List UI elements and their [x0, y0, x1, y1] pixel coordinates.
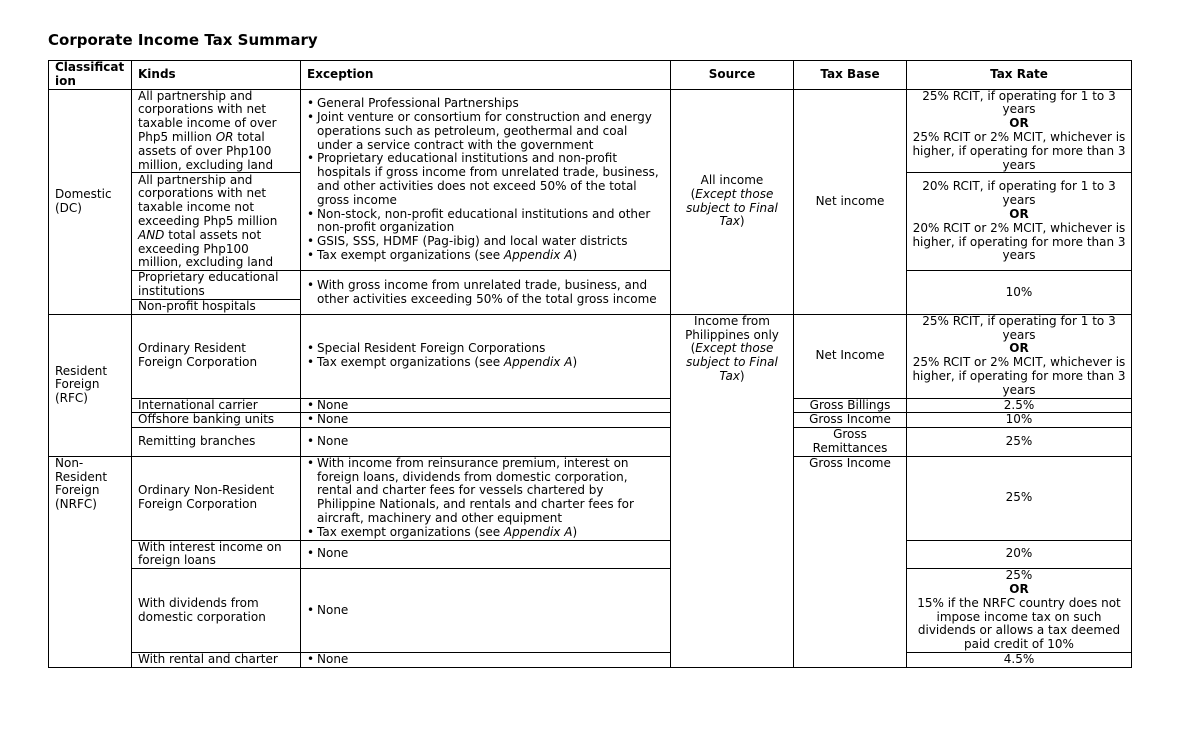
exception-list: [307, 435, 664, 449]
kinds-cell: Ordinary Non-Resident Foreign Corporation: [132, 456, 301, 540]
tax-rate-cell: 10%: [907, 413, 1132, 428]
kinds-text: All partnership and corporations with net taxable income of over Php5 million: [138, 89, 277, 144]
exception-cell: [301, 89, 671, 271]
page-title: Corporate Income Tax Summary: [48, 31, 318, 49]
rate-text: 25% RCIT or 2% MCIT, whichever is higher, if operating for more than 3 years: [912, 129, 1126, 172]
kinds-text: All partnership and corporations with net taxable income not exceeding Php5 million: [138, 172, 278, 228]
list-item: • None: [307, 547, 664, 561]
kinds-cell: Offshore banking units: [132, 413, 301, 428]
list-item: • Proprietary educational institutions and non-profit hospitals if gross income from unrelated trade, business, and other activities does not exceed 50% of the total gross income: [307, 152, 664, 207]
exception-cell: [301, 413, 671, 428]
rate-text: 25% RCIT, if operating for 1 to 3 years: [922, 89, 1116, 117]
appendix-reference: Appendix A: [503, 247, 573, 262]
source-paren: (: [690, 186, 696, 201]
kinds-cell: With interest income on foreign loans: [132, 540, 301, 569]
tax-rate-cell: 4.5%: [907, 652, 1132, 667]
kinds-cell: [132, 173, 301, 271]
list-item-text: Tax exempt organizations (see: [317, 247, 504, 262]
source-italic: Except those subject to Final Tax: [686, 186, 778, 229]
source-note: [675, 342, 789, 383]
exception-list: [307, 547, 664, 561]
list-item: • Non-stock, non-profit educational institutions and other non-profit organization: [307, 208, 664, 236]
list-item: [307, 526, 664, 540]
kinds-emphasis: AND: [138, 227, 165, 242]
tax-base-cell: Net Income: [794, 314, 907, 398]
rate-text: 20% RCIT, if operating for 1 to 3 years: [922, 179, 1116, 208]
exception-cell: [301, 569, 671, 653]
list-item: • None: [307, 604, 664, 618]
exception-cell: [301, 652, 671, 667]
list-item: • General Professional Partnerships: [307, 97, 664, 111]
header-tax-rate: Tax Rate: [907, 61, 1132, 90]
kinds-text: total assets not exceeding Php100 million, excluding land: [138, 227, 274, 270]
list-item-text: ): [572, 524, 578, 539]
rate-or: OR: [1009, 207, 1029, 222]
exception-list: [307, 457, 664, 540]
header-classification: Classificat ion: [49, 61, 132, 90]
exception-list: [307, 604, 664, 618]
exception-cell: [301, 398, 671, 413]
header-tax-base: Tax Base: [794, 61, 907, 90]
source-cell: [671, 314, 794, 667]
exception-cell: [301, 271, 671, 314]
tax-base-cell: Net income: [794, 89, 907, 314]
source-note: [675, 188, 789, 229]
table-row: [49, 456, 1132, 540]
source-text: All income: [700, 173, 764, 188]
kinds-emphasis: OR: [215, 129, 234, 144]
exception-list: [307, 97, 664, 263]
list-item: • None: [307, 399, 664, 413]
source-text: Income from Philippines only: [685, 314, 779, 342]
list-item: • Special Resident Foreign Corporations: [307, 342, 664, 356]
tax-base-cell: Gross Income: [794, 456, 907, 667]
kinds-cell: Ordinary Resident Foreign Corporation: [132, 314, 301, 398]
classification-resident-foreign: Resident Foreign (RFC): [49, 314, 132, 456]
source-paren: (: [690, 341, 696, 356]
tax-base-cell: Gross Income: [794, 413, 907, 428]
kinds-cell: Non-profit hospitals: [132, 299, 301, 314]
tax-rate-cell: 25%: [907, 428, 1132, 457]
kinds-cell: Proprietary educational institutions: [132, 271, 301, 300]
rate-text: 20% RCIT or 2% MCIT, whichever is higher, if operating for more than 3 years: [912, 220, 1126, 263]
source-paren: ): [739, 214, 745, 229]
table-row: [49, 652, 1132, 667]
header-kinds: Kinds: [132, 61, 301, 90]
exception-list: [307, 653, 664, 667]
exception-cell: [301, 314, 671, 398]
list-item: • None: [307, 435, 664, 449]
tax-base-cell: Gross Remittances: [794, 428, 907, 457]
rate-text: 25%: [1005, 568, 1033, 583]
tax-rate-cell: 10%: [907, 271, 1132, 314]
list-item-text: ): [572, 247, 578, 262]
classification-non-resident-foreign: Non-Resident Foreign (NRFC): [49, 456, 132, 667]
appendix-reference: Appendix A: [503, 355, 573, 370]
kinds-cell: With rental and charter: [132, 652, 301, 667]
table-row: [49, 89, 1132, 173]
list-item: [307, 249, 664, 263]
source-italic: Except those subject to Final Tax: [686, 341, 778, 383]
rate-text: 25% RCIT or 2% MCIT, whichever is higher, if operating for more than 3 years: [912, 355, 1126, 397]
list-item: • With income from reinsurance premium, interest on foreign loans, dividends from domestic corporation, rental and charter fees for vessels chartered by Philippine Nationals, and rentals and charter fees for aircraft, machinery and other equipment: [307, 457, 664, 526]
list-item: • Joint venture or consortium for construction and energy operations such as petroleum, geothermal and coal under a service contract with the government: [307, 111, 664, 152]
tax-summary-table: [48, 60, 1132, 668]
tax-rate-cell: 2.5%: [907, 398, 1132, 413]
exception-list: [307, 342, 664, 370]
tax-base-cell: Gross Billings: [794, 398, 907, 413]
rate-text: 15% if the NRFC country does not impose income tax on such dividends or allows a tax deemed paid credit of 10%: [917, 595, 1121, 652]
kinds-cell: Remitting branches: [132, 428, 301, 457]
header-row: [49, 61, 1132, 90]
rate-text: 25% RCIT, if operating for 1 to 3 years: [922, 314, 1116, 342]
kinds-cell: International carrier: [132, 398, 301, 413]
exception-list: [307, 413, 664, 427]
list-item: • GSIS, SSS, HDMF (Pag-ibig) and local water districts: [307, 235, 664, 249]
header-source: Source: [671, 61, 794, 90]
table-row: [49, 413, 1132, 428]
table-row: [49, 271, 1132, 300]
list-item: • None: [307, 413, 664, 427]
header-exception: Exception: [301, 61, 671, 90]
tax-rate-cell: [907, 569, 1132, 653]
list-item-text: Tax exempt organizations (see: [317, 524, 504, 539]
tax-rate-cell: 20%: [907, 540, 1132, 569]
appendix-reference: Appendix A: [503, 524, 573, 539]
rate-or: OR: [1009, 581, 1029, 596]
kinds-cell: [132, 89, 301, 173]
table-row: [49, 428, 1132, 457]
classification-domestic: Domestic (DC): [49, 89, 132, 314]
table-row: [49, 398, 1132, 413]
exception-cell: [301, 428, 671, 457]
kinds-cell: With dividends from domestic corporation: [132, 569, 301, 653]
list-item: • None: [307, 653, 664, 667]
rate-or: OR: [1009, 341, 1029, 356]
rate-or: OR: [1009, 116, 1029, 131]
list-item: • With gross income from unrelated trade, business, and other activities exceeding 50% of the total gross income: [307, 279, 664, 307]
list-item: [307, 356, 664, 370]
tax-rate-cell: [907, 314, 1132, 398]
tax-rate-cell: [907, 173, 1132, 271]
exception-list: [307, 399, 664, 413]
exception-cell: [301, 456, 671, 540]
table-row: [49, 314, 1132, 398]
list-item-text: ): [572, 355, 578, 370]
table-row: [49, 569, 1132, 653]
kinds-text: total assets of over Php100 million, excluding land: [138, 129, 274, 172]
exception-cell: [301, 540, 671, 569]
table-row: [49, 540, 1132, 569]
exception-list: [307, 279, 664, 307]
source-cell: [671, 89, 794, 314]
tax-rate-cell: 25%: [907, 456, 1132, 540]
tax-rate-cell: [907, 89, 1132, 173]
list-item-text: Tax exempt organizations (see: [317, 355, 504, 370]
source-paren: ): [739, 368, 745, 383]
